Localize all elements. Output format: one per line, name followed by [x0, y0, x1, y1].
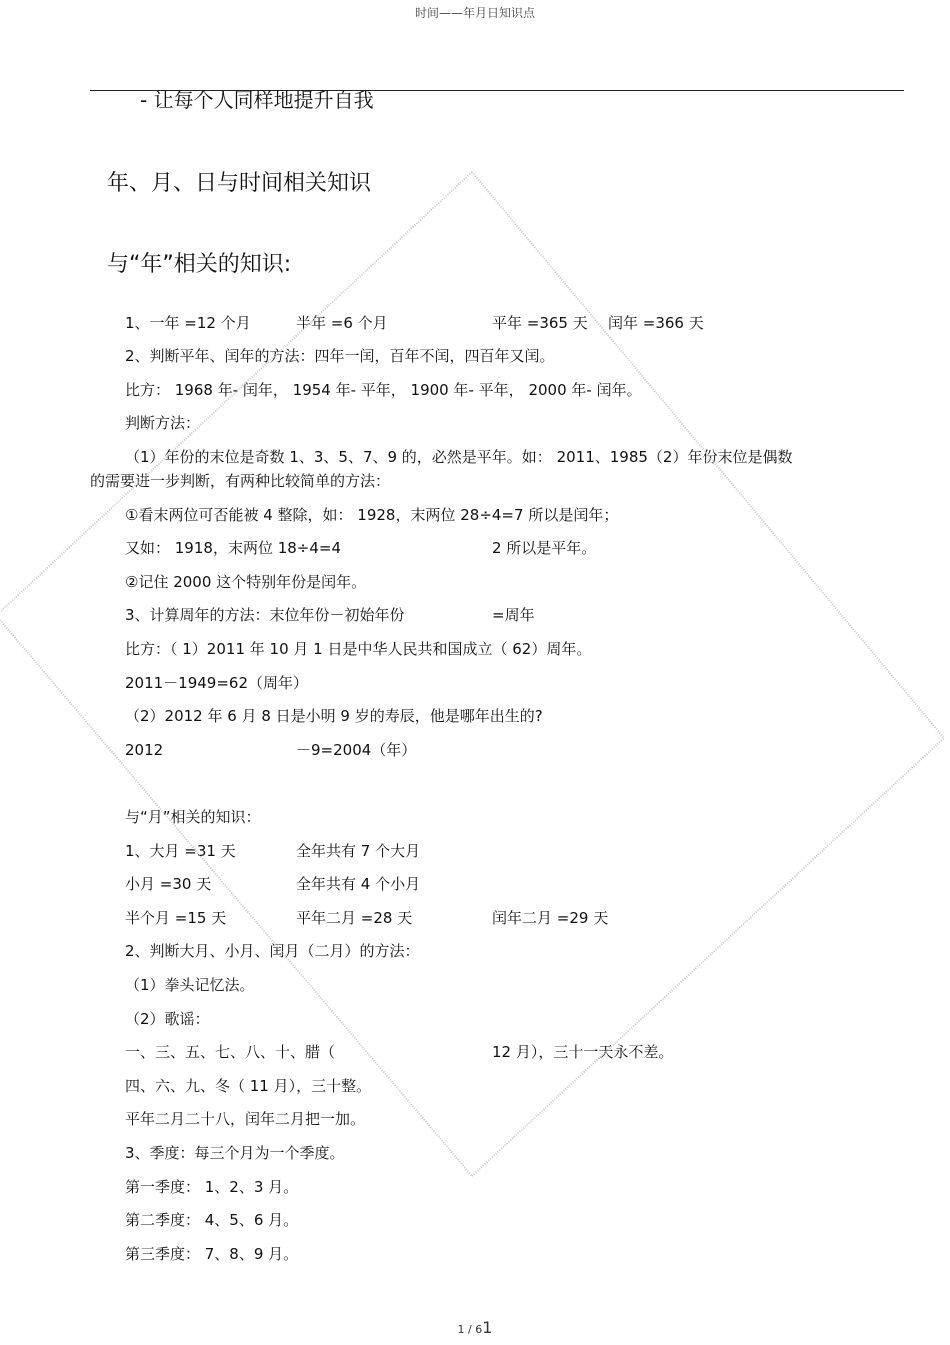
month-line-3b: 平年二月 =28 天 — [296, 909, 413, 927]
year-line-1b: 半年 =6 个月 — [296, 314, 388, 332]
month-line-4: 2、判断大月、小月、闰月（二月）的方法： — [125, 942, 420, 960]
page-number — [0, 1318, 950, 1337]
month-line-8: 四、六、九、冬（ 11 月），三十整。 — [125, 1077, 372, 1095]
year-line-1c: 平年 =365 天 — [492, 314, 588, 332]
year-line-2: 2、判断平年、闰年的方法：四年一闰，百年不闰，四百年又闰。 — [125, 347, 555, 365]
month-line-1a: 1、大月 =31 天 — [125, 842, 236, 860]
year-line-8b: 2 所以是平年。 — [492, 539, 597, 557]
year-line-3: 比方： 1968 年- 闰年， 1954 年- 平年， 1900 年- 平年， 2000 年- 闰年。 — [125, 381, 642, 399]
year-line-12: 2011－1949=62（周年） — [125, 674, 309, 692]
month-line-6: （2）歌谣： — [125, 1010, 210, 1028]
month-line-11: 第一季度： 1、2、3 月。 — [125, 1178, 299, 1196]
month-line-2a: 小月 =30 天 — [125, 875, 212, 893]
slogan: - 让每个人同样地提升自我 — [140, 88, 374, 112]
month-line-2b: 全年共有 4 个小月 — [296, 875, 421, 893]
year-line-14b: －9=2004（年） — [296, 741, 417, 759]
page-number-big: 1 — [482, 1318, 493, 1337]
month-line-5: （1）拳头记忆法。 — [125, 976, 255, 994]
year-line-9: ②记住 2000 这个特别年份是闰年。 — [125, 573, 367, 591]
main-title: 年、月、日与时间相关知识 — [107, 171, 372, 196]
year-line-5: （1）年份的末位是奇数 1、3、5、7、9 的，必然是平年。如： 2011、1985（2）年份末位是偶数 — [125, 448, 793, 466]
year-line-7: ①看末两位可否能被 4 整除，如： 1928，末两位 28÷4=7 所以是闰年； — [125, 506, 619, 524]
year-line-6: 的需要进一步判断，有两种比较简单的方法： — [90, 472, 391, 490]
year-line-11: 比方：（ 1）2011 年 10 月 1 日是中华人民共和国成立（ 62）周年。 — [125, 640, 592, 658]
month-line-13: 第三季度： 7、8、9 月。 — [125, 1245, 299, 1263]
year-line-10a: 3、计算周年的方法：末位年份－初始年份 — [125, 606, 405, 624]
month-line-10: 3、季度：每三个月为一个季度。 — [125, 1144, 345, 1162]
year-line-8a: 又如： 1918，末两位 18÷4=4 — [125, 539, 342, 557]
month-line-9: 平年二月二十八，闰年二月把一加。 — [125, 1110, 366, 1128]
year-line-1d: 闰年 =366 天 — [608, 314, 704, 332]
month-line-3c: 闰年二月 =29 天 — [492, 909, 609, 927]
month-line-12: 第二季度： 4、5、6 月。 — [125, 1211, 299, 1229]
year-line-13: （2）2012 年 6 月 8 日是小明 9 岁的寿辰，他是哪年出生的? — [125, 707, 543, 725]
year-line-1a: 1、一年 =12 个月 — [125, 314, 251, 332]
document-header-title: 时间——年月日知识点 — [414, 6, 535, 20]
year-section-title: 与“年”相关的知识: — [107, 252, 292, 277]
month-line-7b: 12 月），三十一天永不差。 — [492, 1043, 674, 1061]
year-line-14a: 2012 — [125, 741, 164, 759]
month-line-3a: 半个月 =15 天 — [125, 909, 227, 927]
month-line-7a: 一、三、五、七、八、十、腊（ — [125, 1043, 336, 1061]
year-line-4: 判断方法： — [125, 414, 201, 432]
month-line-1b: 全年共有 7 个大月 — [296, 842, 421, 860]
month-section-title: 与“月”相关的知识： — [125, 808, 261, 826]
page-number-small: 1 / 6 — [457, 1323, 483, 1336]
year-line-10b: =周年 — [492, 606, 535, 624]
